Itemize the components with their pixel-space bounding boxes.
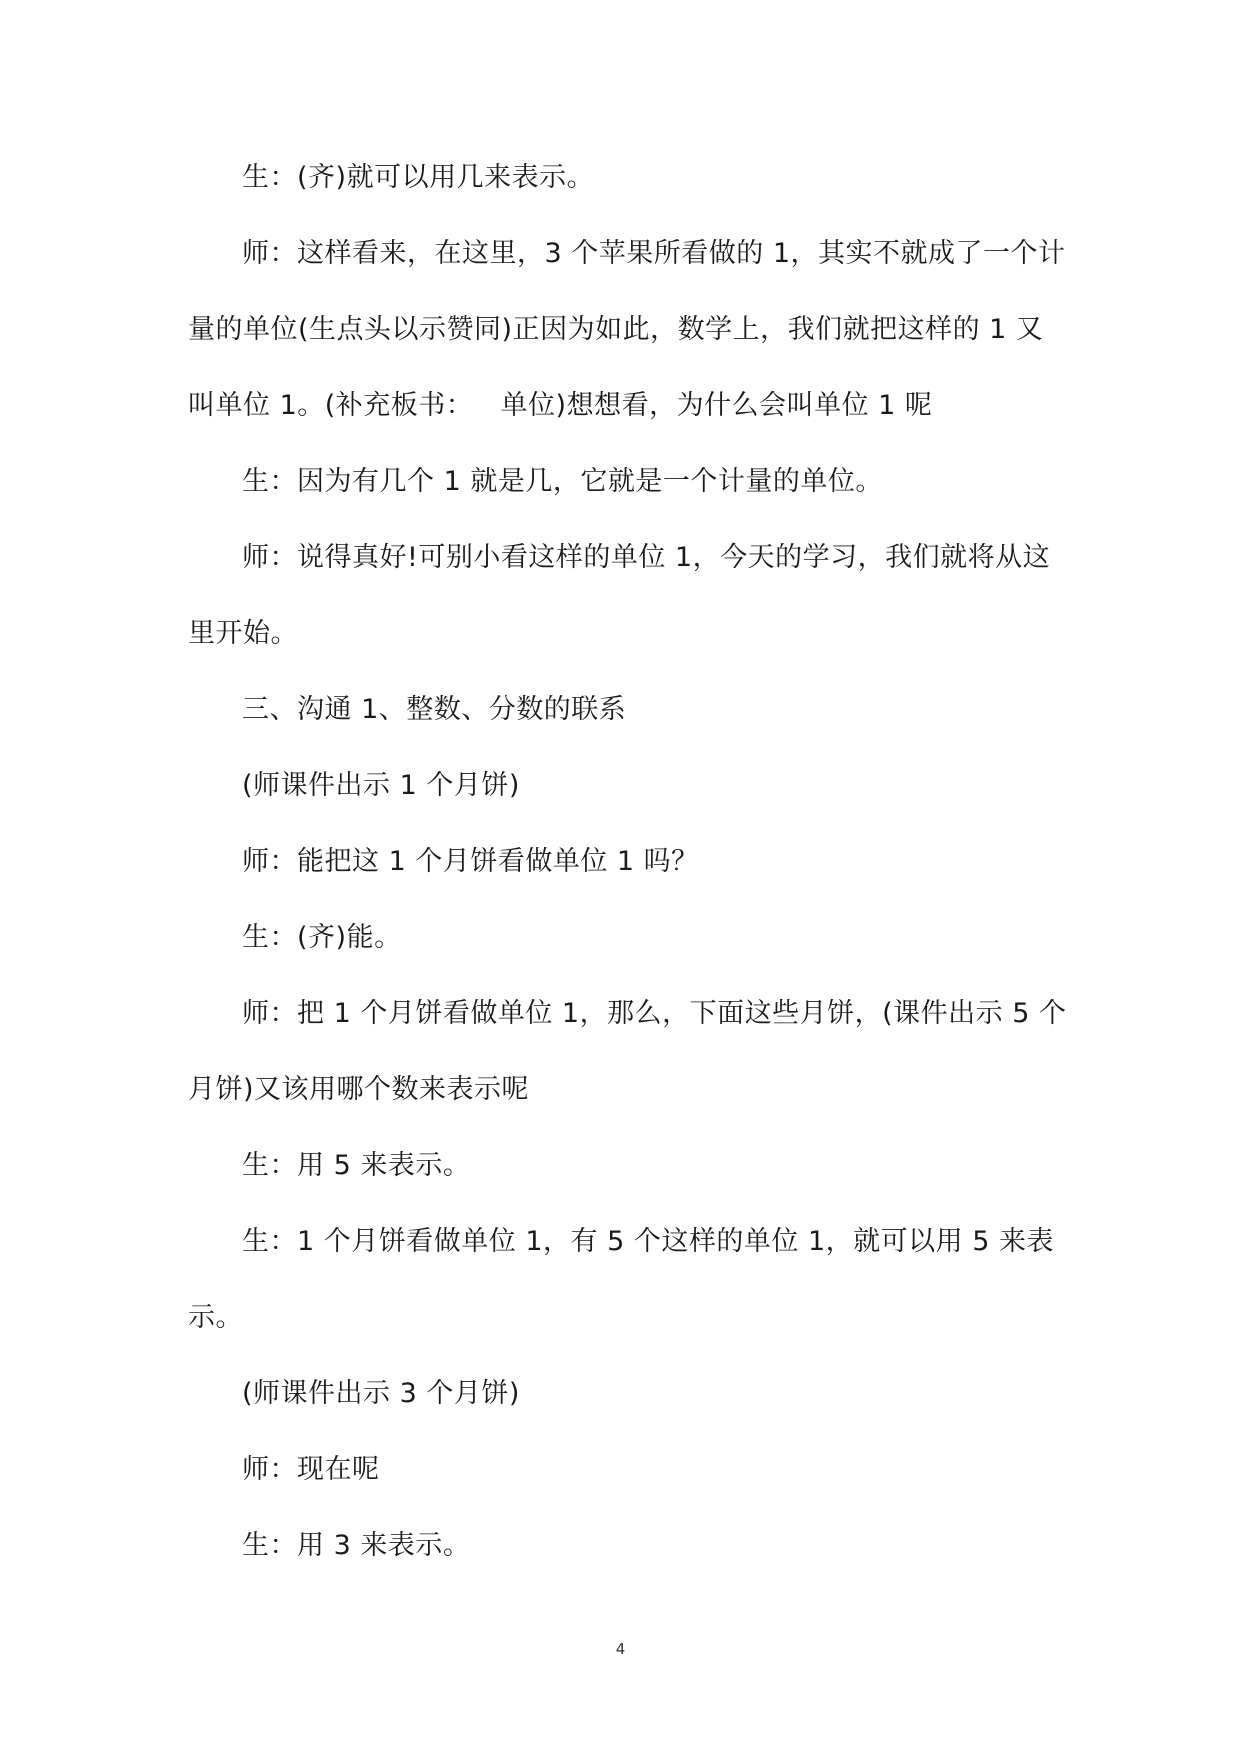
paragraph: 生：用 3 来表示。: [242, 1530, 471, 1561]
paragraph: (师课件出示 3 个月饼): [242, 1378, 520, 1409]
paragraph: 生：因为有几个 1 就是几，它就是一个计量的单位。: [242, 466, 883, 497]
paragraph: (师课件出示 1 个月饼): [242, 770, 520, 801]
paragraph: 师：现在呢: [242, 1454, 380, 1485]
page-number: 4: [615, 1640, 626, 1658]
section-heading: 三、沟通 1、整数、分数的联系: [242, 694, 627, 725]
paragraph: 师：把 1 个月饼看做单位 1，那么，下面这些月饼，(课件出示 5 个月饼)又该用哪个数来表示呢: [188, 998, 1067, 1105]
paragraph: 生：(齐)能。: [242, 922, 402, 953]
paragraph: 师：这样看来，在这里，3 个苹果所看做的 1，其实不就成了一个计量的单位(生点头以示赞同)正因为如此，数学上，我们就把这样的 1 又叫单位 1。(补充板书： 单位)想想看，为什么会叫单位 1 呢: [188, 238, 1066, 421]
document-body: [188, 140, 1068, 1584]
paragraph: 生：用 5 来表示。: [242, 1150, 471, 1181]
paragraph: 生：1 个月饼看做单位 1，有 5 个这样的单位 1，就可以用 5 来表示。: [188, 1226, 1054, 1333]
paragraph: 师：说得真好!可别小看这样的单位 1，今天的学习，我们就将从这里开始。: [188, 542, 1051, 649]
paragraph: 生：(齐)就可以用几来表示。: [242, 162, 595, 193]
paragraph: 师：能把这 1 个月饼看做单位 1 吗？: [242, 846, 699, 877]
